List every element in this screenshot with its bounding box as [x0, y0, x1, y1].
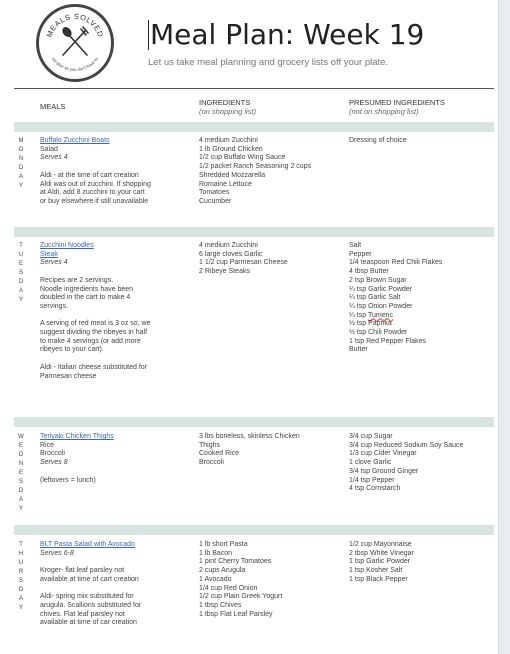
ingredients-cell-thursday: [199, 541, 339, 619]
note-line: A serving of red meat is 3 oz so, we: [40, 320, 151, 328]
meal-cell-monday: [40, 137, 190, 207]
note-line: doubled in the cart to make 4: [40, 294, 131, 302]
meal-cell-tuesday: [40, 242, 190, 381]
day-label-wednesday: W E D N E S D A Y: [18, 434, 24, 512]
text-cursor: [148, 20, 149, 50]
ingredient-line: 1 tbsp Flat Leaf Parsley: [199, 610, 273, 618]
note-line: or buy elsewhere if still unavailable: [40, 197, 149, 205]
presumed-line: 1 tsp Garlic Powder: [349, 558, 411, 566]
presumed-line: 3/4 cup Reduced Sodium Soy Sauce: [349, 441, 464, 449]
note-line: Parmesan cheese: [40, 372, 97, 380]
header-divider: [14, 88, 494, 89]
svg-text:MEALS SOLVED: MEALS SOLVED: [44, 11, 106, 39]
note-line: at Aldi, add 8 zucchini to your cart: [40, 189, 145, 197]
presumed-line: 3/4 cup Sugar: [349, 433, 393, 440]
note-line: (leftovers = lunch): [40, 476, 96, 484]
presumed-line-misspelled: ¼ tsp Tumeric: [349, 311, 393, 319]
serves-text: Serves 4: [40, 154, 68, 162]
svg-text:we plan so you don't have to: we plan so you don't have to: [51, 56, 99, 73]
ingredient-line: 2 cups Arugula: [199, 567, 246, 575]
ingredient-line: Broccoli: [199, 459, 224, 467]
ingredient-line: 2 Ribeye Steaks: [199, 268, 250, 276]
presumed-line: 1/3 cup Cider Vinegar: [349, 450, 417, 458]
serves-text: Serves 4: [40, 259, 68, 267]
presumed-line: 1/4 tsp Pepper: [349, 476, 395, 484]
ingredients-cell-monday: [199, 137, 339, 207]
meal-line: Broccoli: [40, 450, 65, 458]
ingredient-line: 1 tbsp Chives: [199, 601, 242, 609]
ingredient-line: 1 Avocado: [199, 575, 232, 583]
column-header-ingredients: [199, 98, 256, 117]
presumed-line: ¼ tsp Garlic Salt: [349, 294, 401, 302]
presumed-cell-thursday: [349, 541, 499, 585]
fork-spoon-icon: [39, 7, 111, 79]
ingredient-line: 3 lbs boneless, skinless Chicken: [199, 433, 300, 440]
note-line: to make 4 servings (or add more: [40, 337, 141, 345]
note-line: Aldi - at the time of cart creation: [40, 171, 139, 179]
presumed-cell-monday: [349, 137, 499, 146]
presumed-line: 1 tsp Red Pepper Flakes: [349, 337, 427, 345]
ingredients-cell-wednesday: [199, 433, 339, 468]
ingredient-line: Shredded Mozzarella: [199, 171, 266, 179]
ingredient-line: Tomatoes: [199, 189, 230, 197]
presumed-line: 1/2 cup Mayonnaise: [349, 541, 412, 548]
meal-line: Salad: [40, 145, 58, 153]
recipe-link[interactable]: Teriyaki Chicken Thighs: [40, 433, 114, 440]
ingredient-line: 1/2 cup Plain Greek Yogurt: [199, 593, 283, 601]
column-header-presumed: [349, 98, 445, 117]
row-separator: [14, 525, 494, 535]
meals-solved-logo: [36, 4, 114, 82]
presumed-cell-wednesday: [349, 433, 499, 494]
row-separator: [14, 227, 494, 237]
presumed-line: ½ tsp Paprika: [349, 320, 392, 328]
presumed-line: 1 clove Garlic: [349, 459, 392, 467]
day-label-tuesday: T U E S D A Y: [18, 243, 24, 303]
recipe-link[interactable]: Buffalo Zucchini Boats: [40, 137, 110, 144]
page-title[interactable]: Meal Plan: Week 19: [150, 18, 425, 51]
recipe-link[interactable]: Steak: [40, 250, 58, 258]
presumed-line: ¼ tsp Garlic Powder: [349, 285, 413, 293]
day-label-monday: M O N D A Y: [18, 138, 24, 189]
presumed-line: 3/4 tsp Ground Ginger: [349, 467, 419, 475]
note-line: available at time of cart creation: [40, 575, 139, 583]
presumed-line: Butter: [349, 346, 368, 354]
ingredient-line: 1/2 packet Ranch Seasoning 2 cups: [199, 163, 312, 171]
note-line: available at time of car creation: [40, 619, 137, 627]
ingredient-line: Cucumber: [199, 197, 232, 205]
ingredient-line: 1 lb Bacon: [199, 549, 233, 557]
row-separator: [14, 417, 494, 427]
note-line: chives. Flat leaf parsley not: [40, 610, 125, 618]
scrollbar[interactable]: [498, 0, 510, 654]
page-subtitle: Let us take meal planning and grocery lists off your plate.: [148, 57, 389, 68]
presumed-line: 4 tbsp Butter: [349, 268, 389, 276]
recipe-link[interactable]: Zucchini Noodles: [40, 242, 94, 249]
presumed-line: Dressing of choice: [349, 137, 407, 144]
meal-line: Rice: [40, 441, 55, 449]
ingredient-line: 1 pint Cherry Tomatoes: [199, 558, 272, 566]
presumed-line: 1 tsp Kosher Salt: [349, 567, 403, 575]
note-line: suggest dividing the ribeyes in half: [40, 329, 148, 336]
presumed-line: Salt: [349, 242, 362, 249]
meals-header-label: MEALS: [40, 102, 66, 111]
serves-text: Serves 6-8: [40, 549, 74, 557]
ingredients-header-note: (on shopping list): [199, 107, 257, 117]
meal-cell-wednesday: [40, 433, 190, 485]
ingredient-line: Romaine Lettuce: [199, 180, 252, 188]
note-line: Aldi was out of zucchini. If shopping: [40, 180, 151, 188]
ingredient-line: 1/4 cup Red Onion: [199, 584, 258, 592]
ingredient-line: Thighs: [199, 441, 221, 449]
note-line: Aldi- spring mix substituted for: [40, 593, 134, 601]
ingredient-line: 1 lb Ground Chicken: [199, 145, 263, 153]
presumed-line: ¼ tsp Onion Powder: [349, 302, 413, 310]
note-line: ribeyes to your cart).: [40, 346, 104, 354]
note-line: Kroger- flat leaf parsley not: [40, 567, 125, 575]
presumed-line: 2 tsp Brown Sugar: [349, 276, 407, 284]
presumed-cell-tuesday: [349, 242, 499, 355]
ingredient-line: 1 1/2 cup Parmesan Cheese: [199, 259, 288, 267]
note-line: Recipes are 2 servings.: [40, 276, 114, 284]
meal-cell-thursday: [40, 541, 190, 628]
presumed-line: ½ tsp Chili Powder: [349, 329, 408, 337]
note-line: Noodle ingredients have been: [40, 285, 134, 293]
ingredients-header-label: INGREDIENTS: [199, 98, 251, 107]
ingredient-line: 6 large cloves Garlic: [199, 250, 263, 258]
ingredient-line: 4 medium Zucchini: [199, 137, 258, 144]
column-header-meals: [40, 98, 65, 111]
presumed-line: 1/4 teaspoon Red Chili Flakes: [349, 259, 443, 267]
presumed-line: 4 tsp Cornstarch: [349, 485, 401, 493]
serves-text: Serves 8: [40, 459, 68, 467]
ingredient-line: Cooked Rice: [199, 450, 240, 458]
note-line: servings.: [40, 302, 69, 310]
ingredient-line: 4 medium Zucchini: [199, 242, 258, 249]
spellcheck-underline[interactable]: Tumeric: [367, 311, 393, 319]
presumed-header-label: PRESUMED INGREDIENTS: [349, 98, 445, 107]
presumed-header-note: (not on shopping list): [349, 107, 419, 117]
ingredient-line: 1 lb short Pasta: [199, 541, 248, 548]
presumed-line: 2 tbsp White Vinegar: [349, 549, 414, 557]
day-label-thursday: T H U R S D A Y: [18, 542, 24, 611]
ingredient-line: 1/2 cup Buffalo Wing Sauce: [199, 154, 286, 162]
presumed-line: 1 tsp Black Pepper: [349, 575, 408, 583]
note-line: Aldi - Italian cheese substituted for: [40, 363, 148, 371]
presumed-line: Pepper: [349, 250, 372, 258]
row-separator: [14, 122, 494, 132]
ingredients-cell-tuesday: [199, 242, 339, 277]
recipe-link[interactable]: BLT Pasta Salad with Avocado: [40, 541, 135, 548]
note-line: arugula. Scallions substituted for: [40, 601, 142, 609]
